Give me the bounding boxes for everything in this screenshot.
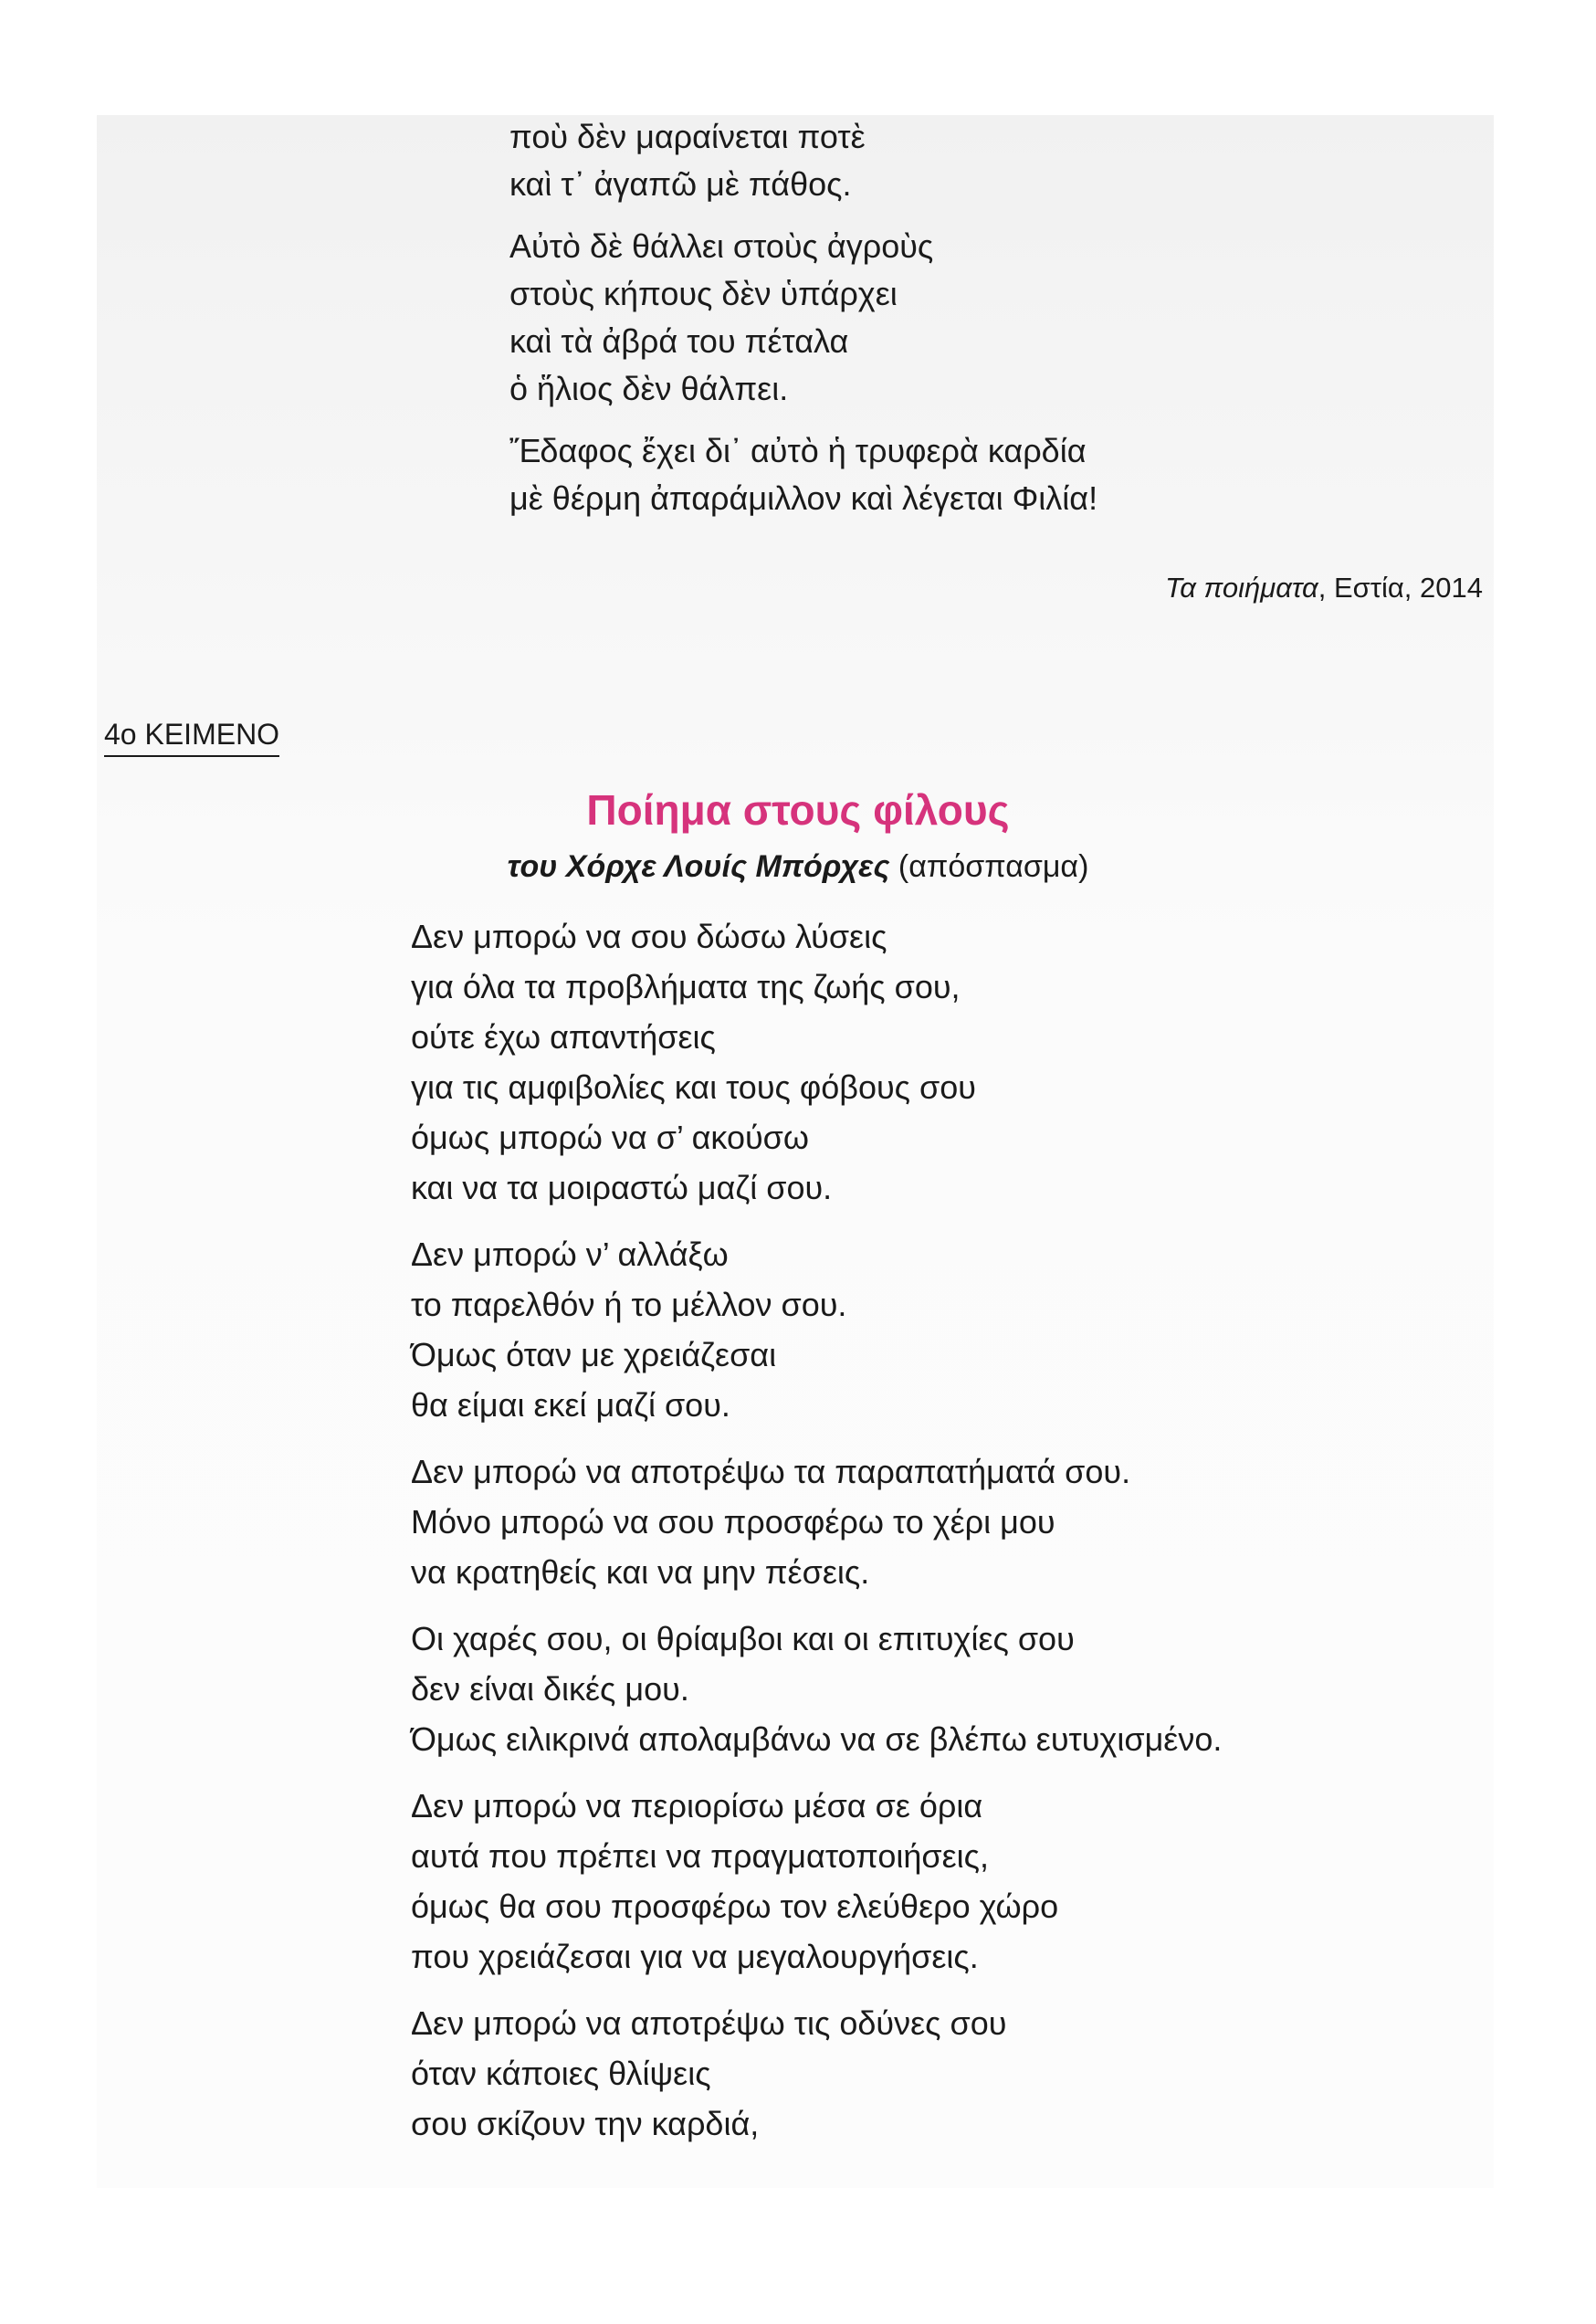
poem-stanza bbox=[411, 1229, 1222, 1430]
poem-stanza bbox=[509, 113, 1097, 208]
citation-book-title: Τα ποιήματα bbox=[1165, 572, 1318, 604]
poem-excerpt-note: (απόσπασμα) bbox=[889, 849, 1089, 884]
poem-line: Ἔδαφος ἔχει δι᾽ αὐτὸ ἡ τρυφερὰ καρδία bbox=[509, 432, 1087, 469]
main-poem bbox=[411, 911, 1222, 2165]
poem-line: αυτά που πρέπει να πραγματοποιήσεις, bbox=[411, 1837, 990, 1875]
poem-line: Δεν μπορώ να αποτρέψω τις οδύνες σου bbox=[411, 2004, 1007, 2042]
poem-stanza bbox=[411, 1781, 1222, 1982]
poem-stanza bbox=[411, 911, 1222, 1213]
poem-line: σου σκίζουν την καρδιά, bbox=[411, 2105, 760, 2142]
poem-line: Δεν μπορώ να αποτρέψω τα παραπατήματά σου. bbox=[411, 1453, 1131, 1490]
poem-line: όμως θα σου προσφέρω τον ελεύθερο χώρο bbox=[411, 1888, 1059, 1925]
poem-line: δεν είναι δικές μου. bbox=[411, 1670, 689, 1708]
poem-line: και να τα μοιραστώ μαζί σου. bbox=[411, 1169, 833, 1206]
poem-line: Όμως όταν με χρειάζεσαι bbox=[411, 1336, 777, 1373]
poem-line: καὶ τ᾽ ἀγαπῶ μὲ πάθος. bbox=[509, 165, 852, 203]
poem-line: Όμως ειλικρινά απολαμβάνω να σε βλέπω ευτυχισμένο. bbox=[411, 1720, 1223, 1758]
poem-line: όμως μπορώ να σ’ ακούσω bbox=[411, 1119, 810, 1156]
poem-line: Δεν μπορώ να περιορίσω μέσα σε όρια bbox=[411, 1787, 983, 1824]
poem-line: το παρελθόν ή το μέλλον σου. bbox=[411, 1286, 847, 1323]
poem-line: μὲ θέρμη ἀπαράμιλλον καὶ λέγεται Φιλία! bbox=[509, 479, 1098, 517]
poem-title: Ποίημα στους φίλους bbox=[586, 786, 1010, 834]
poem-line: για όλα τα προβλήματα της ζωής σου, bbox=[411, 968, 961, 1005]
poem-line: Μόνο μπορώ να σου προσφέρω το χέρι μου bbox=[411, 1503, 1055, 1541]
poem-line: θα είμαι εκεί μαζί σου. bbox=[411, 1386, 730, 1424]
poem-line: ποὺ δὲν μαραίνεται ποτὲ bbox=[509, 118, 866, 155]
poem-stanza bbox=[509, 223, 1097, 413]
poem-line: που χρειάζεσαι για να μεγαλουργήσεις. bbox=[411, 1938, 979, 1975]
citation bbox=[1165, 572, 1483, 605]
poem-line: Δεν μπορώ να σου δώσω λύσεις bbox=[411, 918, 887, 955]
poem-line: Αὐτὸ δὲ θάλλει στοὺς ἀγροὺς bbox=[509, 227, 934, 265]
poem-stanza bbox=[411, 1998, 1222, 2149]
previous-poem-excerpt bbox=[509, 113, 1097, 537]
poem-line: Οι χαρές σου, οι θρίαμβοι και οι επιτυχίες σου bbox=[411, 1620, 1075, 1657]
poem-line: Δεν μπορώ ν’ αλλάξω bbox=[411, 1236, 729, 1273]
poem-stanza bbox=[411, 1614, 1222, 1764]
poem-line: να κρατηθείς και να μην πέσεις. bbox=[411, 1553, 870, 1591]
poem-line: στοὺς κήπους δὲν ὑπάρχει bbox=[509, 275, 898, 312]
poem-line: ὁ ἥλιος δὲν θάλπει. bbox=[509, 370, 789, 407]
poem-line: για τις αμφιβολίες και τους φόβους σου bbox=[411, 1068, 976, 1106]
poem-stanza bbox=[411, 1446, 1222, 1597]
poem-line: ούτε έχω απαντήσεις bbox=[411, 1018, 716, 1056]
poem-byline bbox=[0, 849, 1596, 885]
citation-publisher-year: , Εστία, 2014 bbox=[1318, 572, 1483, 604]
section-heading: 4ο ΚΕΙΜΕΝΟ bbox=[104, 718, 279, 757]
poem-stanza bbox=[509, 427, 1097, 522]
poem-author: του Χόρχε Λουίς Μπόρχες bbox=[507, 849, 890, 884]
poem-line: καὶ τὰ ἀβρά του πέταλα bbox=[509, 322, 849, 360]
poem-line: όταν κάποιες θλίψεις bbox=[411, 2055, 711, 2092]
